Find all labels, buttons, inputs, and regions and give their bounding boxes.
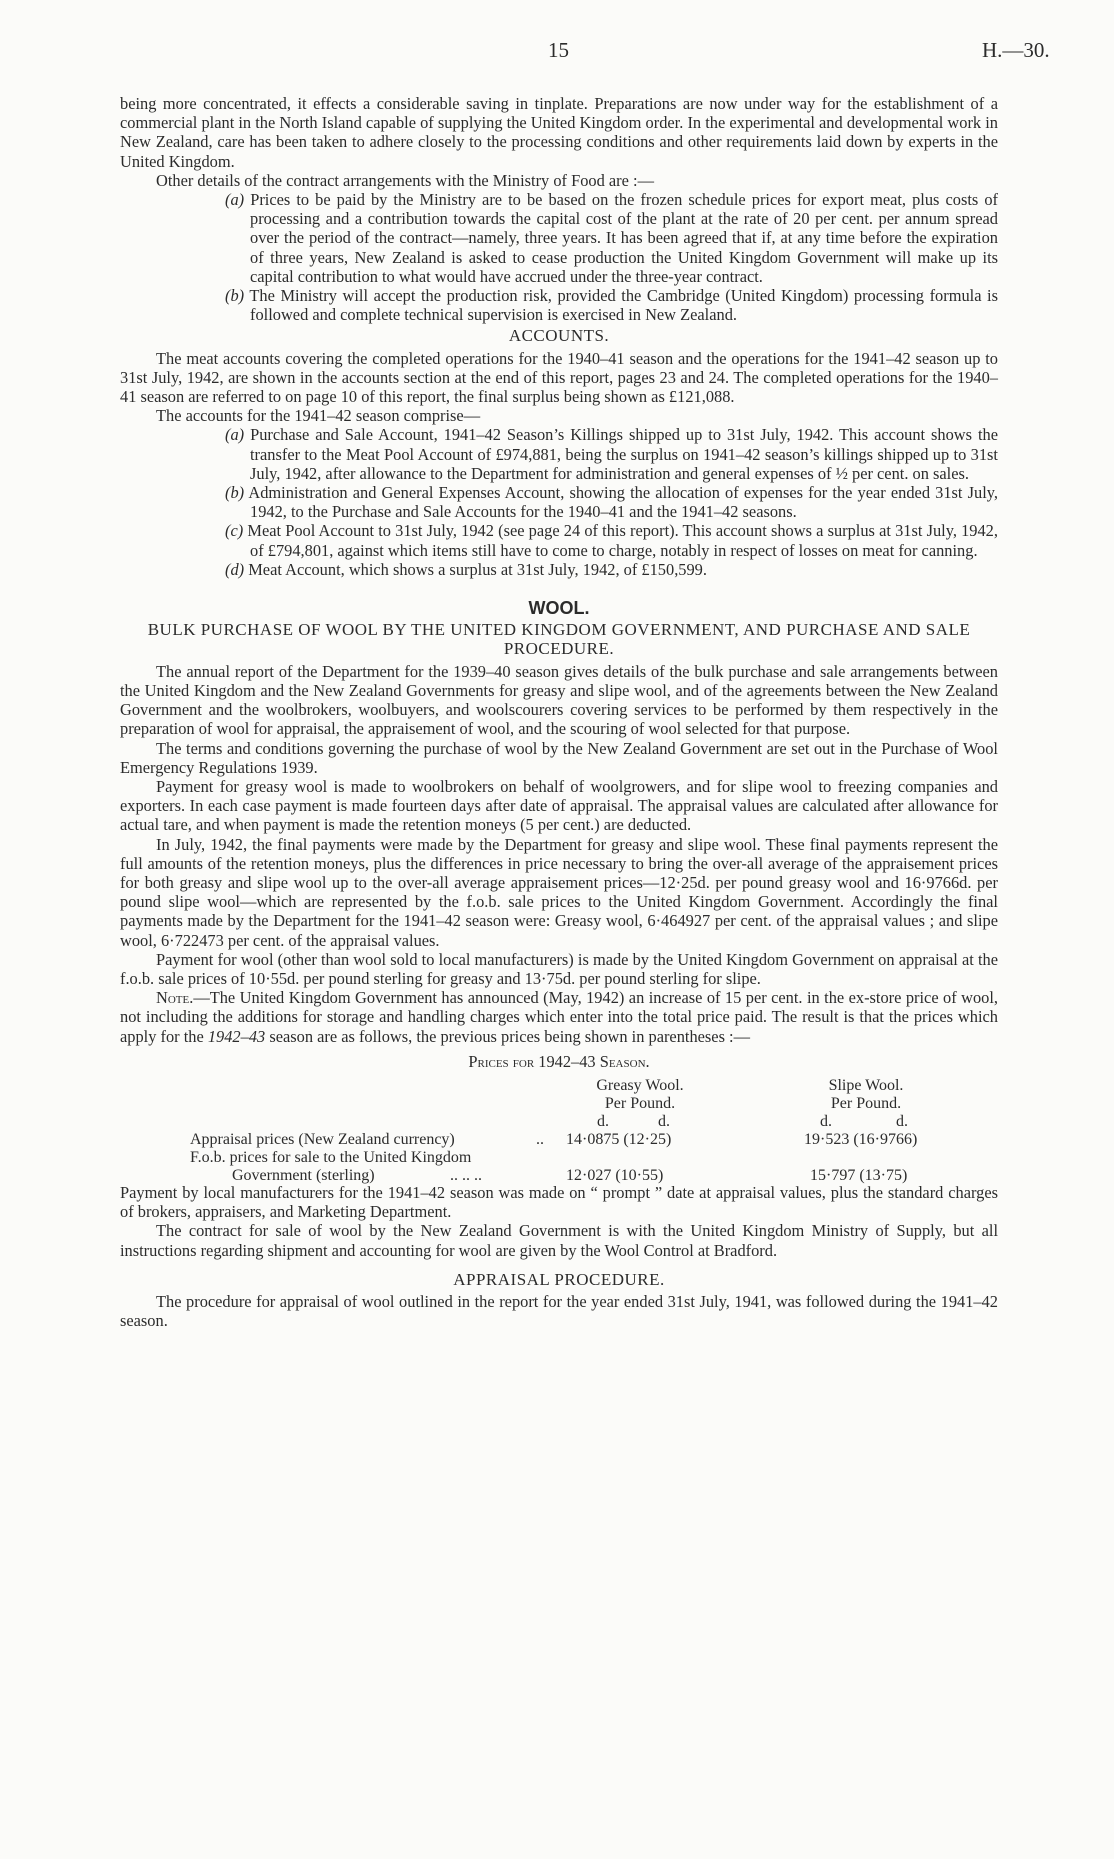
list-item-text: Meat Account, which shows a surplus at 31st July, 1942, of £150,599. (248, 559, 707, 579)
table-header-per-pound: Per Pound. (604, 1094, 676, 1112)
table-dots: .. .. .. (450, 1166, 482, 1184)
table-cell-greasy: 14·0875 (12·25) (566, 1130, 672, 1148)
note-season: 1942–43 (207, 1026, 266, 1046)
paragraph: The contract for sale of wool by the New Zealand Government is with the United Kingdom Ministry of Supply, but all instructions regarding shipment and accounting for wool are given by the Wool Control at Bradford. (120, 1221, 998, 1260)
table-row-label: Appraisal prices (New Zealand currency) (190, 1130, 455, 1148)
table-cell-greasy: 12·027 (10·55) (566, 1166, 664, 1184)
section-heading-accounts: ACCOUNTS. (508, 326, 610, 346)
note-text: —The United Kingdom Government has announced (May, 1942) an increase of 15 per cent. in the ex-store price of wool, not including the additions for storage and handling charges which enter into the total price paid. The result is that the prices which apply for the (120, 988, 998, 1046)
list-item-text: Purchase and Sale Account, 1941–42 Season’s Killings shipped up to 31st July, 1942. This account shows the transfer to the Meat Pool Account of £974,881, being the surplus on 1941–42 season’s killings shipped up to 31st July, 1942, after allowance to the Department for administration and general expenses of ½ per cent. on sales. (250, 425, 998, 483)
list-item-text: Meat Pool Account to 31st July, 1942 (see page 24 of this report). This account shows a surplus at 31st July, 1942, of £794,801, against which items still have to come to charge, notably in respect of losses on meat for canning. (247, 521, 998, 560)
table-header-greasy: Greasy Wool. (596, 1076, 684, 1094)
prices-table (120, 1077, 998, 1183)
table-header-slipe: Slipe Wool. (828, 1076, 904, 1094)
list-item-text: Prices to be paid by the Ministry are to be based on the frozen schedule prices for export meat, plus costs of processing and a contribution towards the capital cost of the plant at the rate of 20 per cent. per annum spread over the period of the contract—namely, three years. It has been agreed that if, at any time before the expiration of three years, New Zealand is asked to cease production the United Kingdom Government will make up its capital contribution to what would have accrued under the three-year contract. (250, 190, 998, 286)
table-unit: d. (896, 1112, 908, 1130)
list-item (120, 560, 998, 579)
list-item-label: (a) (225, 425, 245, 445)
list-item (120, 286, 998, 324)
list-item-text: The Ministry will accept the production risk, provided the Cambridge (United Kingdom) processing formula is followed and complete technical supervision is exercised in New Zealand. (249, 286, 998, 325)
paragraph: The terms and conditions governing the purchase of wool by the New Zealand Government are set out in the Purchase of Wool Emergency Regulations 1939. (120, 738, 998, 777)
list-item (120, 521, 998, 559)
table-unit: d. (820, 1112, 832, 1130)
page-number: 15 (548, 38, 569, 62)
table-dots: .. (536, 1130, 544, 1148)
table-cell-slipe: 15·797 (13·75) (810, 1166, 908, 1184)
note-paragraph (120, 988, 998, 1046)
paragraph: Payment for greasy wool is made to woolbrokers on behalf of woolgrowers, and for slipe wool to freezing companies and exporters. In each case payment is made fourteen days after date of appraisal. The appraisal values are calculated after allowance for actual tare, and when payment is made the retention moneys (5 per cent.) are deducted. (120, 776, 998, 835)
section-heading-appraisal: APPRAISAL PROCEDURE. (453, 1269, 665, 1289)
note-text: season are as follows, the previous prices being shown in parentheses :— (265, 1026, 750, 1046)
list-item (120, 190, 998, 286)
paragraph: The meat accounts covering the completed operations for the 1940–41 season and the operations for the 1941–42 season up to 31st July, 1942, are shown in the accounts section at the end of this report, pages 23 and 24. The completed operations for the 1940–41 season are referred to on page 10 of this report, the final surplus being shown as £121,088. (120, 348, 998, 407)
paragraph: The accounts for the 1941–42 season comprise— (156, 406, 481, 426)
list-item-label: (b) (225, 483, 245, 503)
list-item (120, 425, 998, 483)
prices-table-title: Prices for 1942–43 Season. (468, 1051, 650, 1071)
subheading-bulk-purchase: BULK PURCHASE OF WOOL BY THE UNITED KINGDOM GOVERNMENT, AND PURCHASE AND SALE PROCEDURE. (147, 620, 971, 659)
document-reference: H.—30. (982, 38, 1050, 62)
note-label: Note. (156, 988, 194, 1008)
paragraph: The procedure for appraisal of wool outlined in the report for the year ended 31st July, 1941, was followed during the 1941–42 season. (120, 1291, 998, 1331)
paragraph: Other details of the contract arrangements with the Ministry of Food are :— (156, 170, 654, 190)
list-item-label: (b) (225, 286, 245, 306)
table-unit: d. (597, 1112, 609, 1130)
section-heading-wool: WOOL. (528, 598, 590, 619)
table-row-label: F.o.b. prices for sale to the United Kingdom (190, 1148, 472, 1166)
list-item-text: Administration and General Expenses Account, showing the allocation of expenses for the year ended 31st July, 1942, to the Purchase and Sale Accounts for the 1940–41 and the 1941–42 seasons. (248, 483, 998, 522)
table-unit: d. (658, 1112, 670, 1130)
table-cell-slipe: 19·523 (16·9766) (804, 1130, 918, 1148)
paragraph: Payment for wool (other than wool sold to local manufacturers) is made by the United Kingdom Government on appraisal at the f.o.b. sale prices of 10·55d. per pound sterling for greasy and 13·75d. per pound sterling for slipe. (120, 949, 998, 988)
paragraph: Payment by local manufacturers for the 1941–42 season was made on “ prompt ” date at appraisal values, plus the standard charges of brokers, appraisers, and Marketing Department. (120, 1182, 998, 1222)
list-item-label: (c) (225, 521, 244, 541)
list-item-label: (a) (225, 190, 245, 210)
table-row-label: Government (sterling) (232, 1166, 375, 1184)
paragraph: In July, 1942, the final payments were made by the Department for greasy and slipe wool. These final payments represent the full amounts of the retention moneys, plus the differences in price necessary to bring the over-all average of the appraisement prices for both greasy and slipe wool up to the over-all average appraisement prices—12·25d. per pound greasy wool and 16·9766d. per pound slipe wool—which are represented by the f.o.b. sale prices to the United Kingdom Government. Accordingly the final payments made by the Department for the 1941–42 season were: Greasy wool, 6·464927 per cent. of the appraisal values ; and slipe wool, 6·722473 per cent. of the appraisal values. (120, 834, 998, 950)
list-item (120, 483, 998, 521)
paragraph: being more concentrated, it effects a considerable saving in tinplate. Preparations are now under way for the establishment of a commercial plant in the North Island capable of supplying the United Kingdom order. In the experimental and developmental work in New Zealand, care has been taken to adhere closely to the processing conditions and other requirements laid down by experts in the United Kingdom. (120, 94, 998, 171)
paragraph: The annual report of the Department for the 1939–40 season gives details of the bulk purchase and sale arrangements between the United Kingdom and the New Zealand Governments for greasy and slipe wool, and of the agreements between the New Zealand Government and the woolbrokers, woolbuyers, and woolscourers covering services to be performed by them respectively in the preparation of wool for appraisal, the appraisement of wool, and the scouring of wool selected for that purpose. (120, 661, 998, 739)
table-header-per-pound: Per Pound. (830, 1094, 902, 1112)
list-item-label: (d) (225, 559, 245, 579)
document-body (120, 94, 998, 1330)
